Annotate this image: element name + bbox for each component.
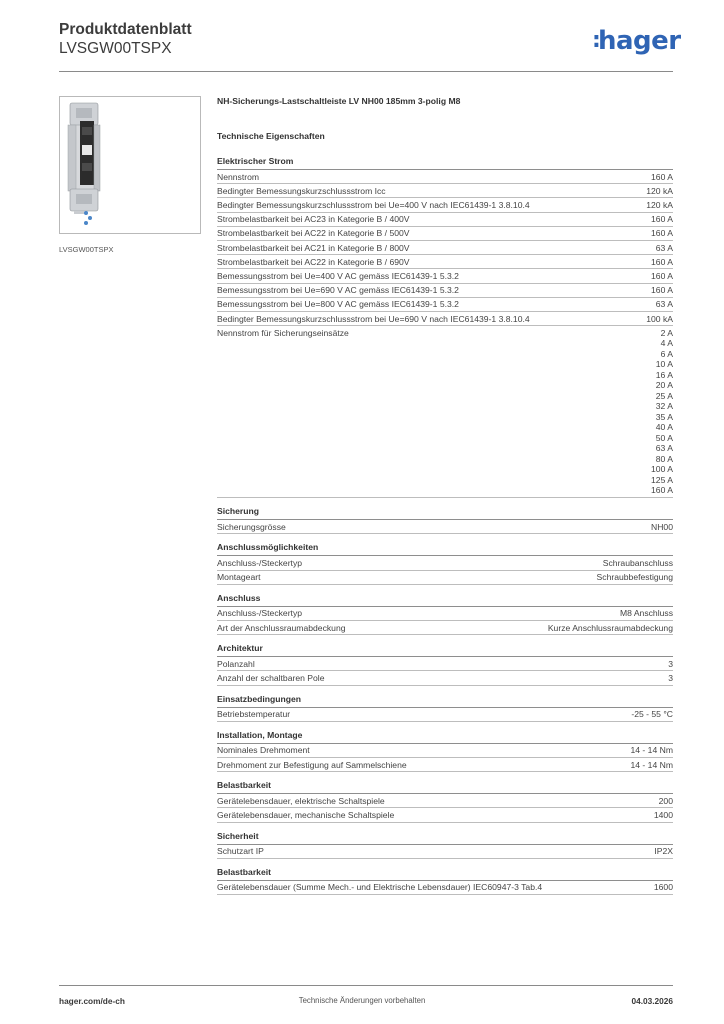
spec-value: 200 <box>658 795 673 806</box>
spec-value-list <box>651 328 673 496</box>
spec-row <box>217 793 673 808</box>
spec-value: 10 A <box>655 359 673 370</box>
spec-label: Gerätelebensdauer (Summe Mech.- und Elektrische Lebensdauer) IEC60947-3 Tab.4 <box>217 882 543 893</box>
spec-row <box>217 198 673 212</box>
spec-value: 100 A <box>651 464 673 475</box>
spec-label: Bedingter Bemessungskurzschlussstrom Icc <box>217 185 386 196</box>
section-title: Sicherheit <box>217 830 259 841</box>
spec-value: 160 A <box>651 214 673 225</box>
spec-row <box>217 169 673 184</box>
fuse-switch-disconnector-illustration <box>60 97 200 233</box>
spec-row <box>217 621 673 635</box>
spec-row <box>217 298 673 312</box>
section-title: Anschlussmöglichkeiten <box>217 542 319 553</box>
spec-value: 63 A <box>655 443 673 454</box>
spec-row <box>217 326 673 498</box>
spec-value: 160 A <box>651 256 673 267</box>
spec-value: 160 A <box>651 270 673 281</box>
spec-value: 160 A <box>651 228 673 239</box>
spec-value: 3 <box>668 672 673 683</box>
spec-value: 35 A <box>655 411 673 422</box>
spec-label: Anzahl der schaltbaren Pole <box>217 672 325 683</box>
section-title: Anschluss <box>217 592 261 603</box>
hager-logo: :hager <box>592 26 681 56</box>
spec-value: 1400 <box>653 809 673 820</box>
spec-row <box>217 184 673 198</box>
spec-value: 4 A <box>660 338 673 349</box>
product-image <box>59 96 201 234</box>
footer-disclaimer: Technische Änderungen vorbehalten <box>298 996 426 1005</box>
spec-row <box>217 241 673 255</box>
section-title: Sicherung <box>217 506 260 517</box>
spec-value: Kurze Anschlussraumabdeckung <box>547 622 673 633</box>
spec-label: Bemessungsstrom bei Ue=800 V AC gemäss IEC61439-1 5.3.2 <box>217 299 459 310</box>
footer-date: 04.03.2026 <box>631 996 673 1006</box>
spec-value: 16 A <box>655 369 673 380</box>
spec-value: 50 A <box>655 432 673 443</box>
footer-divider <box>59 985 673 986</box>
spec-label: Nominales Drehmoment <box>217 745 310 756</box>
spec-label: Bedingter Bemessungskurzschlussstrom bei Ue=690 V nach IEC61439-1 3.8.10.4 <box>217 313 530 324</box>
spec-label: Anschluss-/Steckertyp <box>217 557 303 568</box>
spec-label: Gerätelebensdauer, elektrische Schaltspiele <box>217 795 385 806</box>
spec-value: 14 - 14 Nm <box>630 745 673 756</box>
spec-value: 20 A <box>655 380 673 391</box>
spec-value: 160 A <box>651 485 673 496</box>
product-title: NH-Sicherungs-Lastschaltleiste LV NH00 185mm 3-polig M8 <box>217 96 461 106</box>
section-title: Installation, Montage <box>217 729 303 740</box>
footer-website: hager.com/de-ch <box>59 996 125 1006</box>
spec-row <box>217 227 673 241</box>
section-title: Belastbarkeit <box>217 866 271 877</box>
spec-value: 120 kA <box>646 185 673 196</box>
spec-row <box>217 255 673 269</box>
spec-label: Bedingter Bemessungskurzschlussstrom bei Ue=400 V nach IEC61439-1 3.8.10.4 <box>217 199 530 210</box>
spec-sections <box>217 156 673 895</box>
spec-label: Schutzart IP <box>217 846 264 857</box>
header-divider <box>59 71 673 72</box>
spec-label: Nennstrom <box>217 171 260 182</box>
spec-value: 120 kA <box>646 199 673 210</box>
spec-label: Betriebstemperatur <box>217 709 291 720</box>
section-title: Belastbarkeit <box>217 780 271 791</box>
spec-value: 32 A <box>655 401 673 412</box>
section-title: Elektrischer Strom <box>217 156 294 166</box>
spec-row <box>217 606 673 621</box>
spec-value: 63 A <box>655 299 673 310</box>
spec-label: Nennstrom für Sicherungseinsätze <box>217 327 349 338</box>
spec-row <box>217 671 673 685</box>
spec-label: Strombelastbarkeit bei AC22 in Kategorie B / 690V <box>217 256 410 267</box>
spec-label: Art der Anschlussraumabdeckung <box>217 622 346 633</box>
spec-label: Strombelastbarkeit bei AC23 in Kategorie B / 400V <box>217 214 410 225</box>
spec-row <box>217 213 673 227</box>
spec-row <box>217 519 673 534</box>
spec-value: 160 A <box>651 171 673 182</box>
spec-label: Polanzahl <box>217 658 255 669</box>
spec-row <box>217 312 673 326</box>
spec-label: Bemessungsstrom bei Ue=690 V AC gemäss IEC61439-1 5.3.2 <box>217 285 459 296</box>
spec-value: IP2X <box>654 846 673 857</box>
spec-label: Drehmoment zur Befestigung auf Sammelschiene <box>217 759 407 770</box>
spec-value: 80 A <box>655 453 673 464</box>
spec-row <box>217 571 673 585</box>
spec-value: M8 Anschluss <box>619 608 673 619</box>
spec-row <box>217 284 673 298</box>
spec-label: Strombelastbarkeit bei AC21 in Kategorie B / 800V <box>217 242 410 253</box>
spec-value: 160 A <box>651 285 673 296</box>
spec-sheet <box>217 96 673 895</box>
spec-value: Schraubanschluss <box>602 557 673 568</box>
product-code: LVSGW00TSPX <box>59 40 172 57</box>
spec-value: 100 kA <box>646 313 673 324</box>
spec-row <box>217 808 673 822</box>
section-title: Architektur <box>217 643 263 654</box>
spec-row <box>217 656 673 671</box>
spec-value: NH00 <box>651 521 673 532</box>
spec-value: 14 - 14 Nm <box>630 759 673 770</box>
spec-row <box>217 555 673 570</box>
spec-value: 6 A <box>660 348 673 359</box>
spec-value: 25 A <box>655 390 673 401</box>
spec-value: 1600 <box>653 882 673 893</box>
spec-value: -25 - 55 °C <box>631 709 673 720</box>
logo-text: hager <box>598 26 681 56</box>
spec-row <box>217 758 673 772</box>
spec-label: Gerätelebensdauer, mechanische Schaltspiele <box>217 809 395 820</box>
spec-label: Strombelastbarkeit bei AC22 in Kategorie B / 500V <box>217 228 410 239</box>
spec-value: 3 <box>668 658 673 669</box>
spec-value: 63 A <box>655 242 673 253</box>
page-title: Produktdatenblatt <box>59 21 192 38</box>
spec-label: Anschluss-/Steckertyp <box>217 608 303 619</box>
spec-row <box>217 269 673 283</box>
spec-value: 125 A <box>651 474 673 485</box>
spec-row <box>217 844 673 859</box>
image-caption: LVSGW00TSPX <box>59 245 114 254</box>
spec-value: Schraubbefestigung <box>596 572 673 583</box>
spec-value: 2 A <box>660 327 673 338</box>
spec-row <box>217 880 673 895</box>
spec-row <box>217 707 673 722</box>
spec-row <box>217 743 673 758</box>
spec-label: Montageart <box>217 572 261 583</box>
spec-label: Sicherungsgrösse <box>217 521 286 532</box>
section-title: Einsatzbedingungen <box>217 693 302 704</box>
spec-value: 40 A <box>655 422 673 433</box>
spec-label: Bemessungsstrom bei Ue=400 V AC gemäss IEC61439-1 5.3.2 <box>217 270 459 281</box>
features-title: Technische Eigenschaften <box>217 131 325 141</box>
